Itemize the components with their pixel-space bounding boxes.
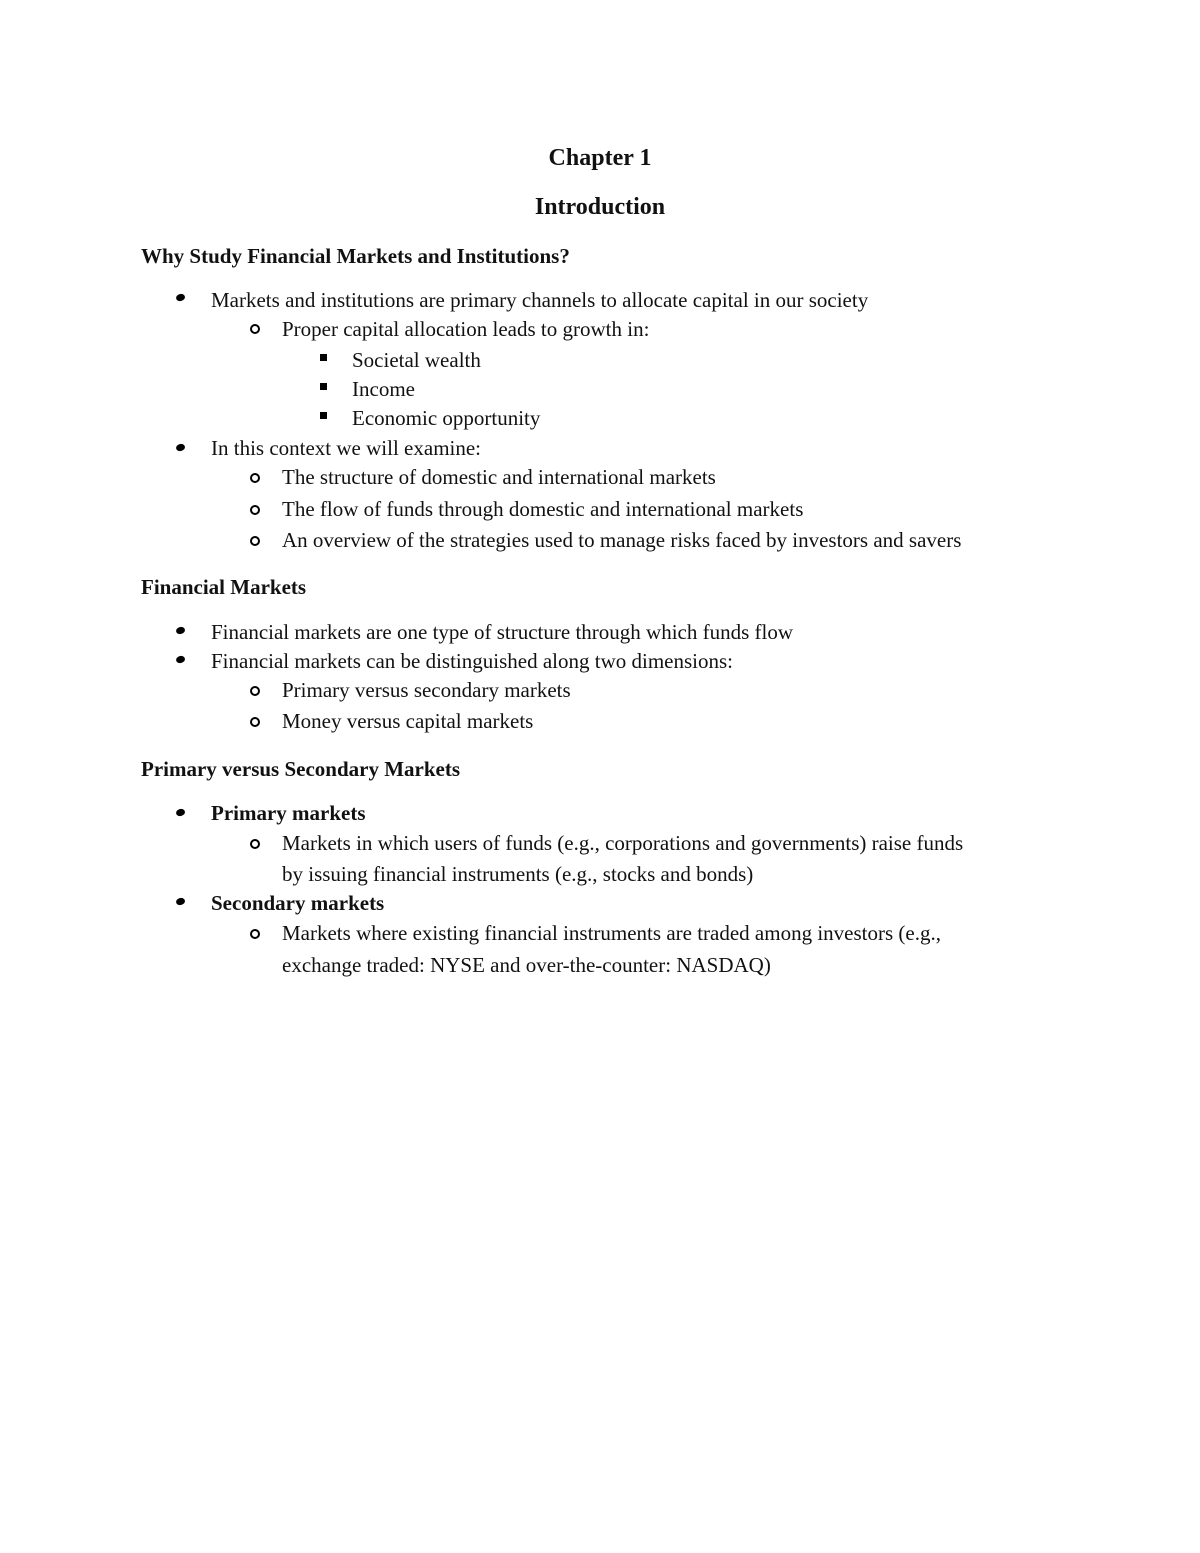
hollow-bullet-icon	[250, 324, 260, 334]
list-item: Proper capital allocation leads to growth in:	[282, 317, 650, 341]
list-item: Markets where existing financial instruments are traded among investors (e.g.,	[282, 921, 941, 945]
filled-bullet-icon	[175, 897, 186, 906]
hollow-bullet-icon	[250, 839, 260, 849]
hollow-bullet-icon	[250, 717, 260, 727]
list-item: Markets in which users of funds (e.g., corporations and governments) raise funds	[282, 831, 964, 855]
list-item: Financial markets can be distinguished along two dimensions:	[211, 649, 733, 673]
list-item: Income	[352, 377, 415, 401]
list-item: Markets and institutions are primary channels to allocate capital in our society	[211, 288, 869, 312]
list-item: An overview of the strategies used to manage risks faced by investors and savers	[282, 528, 962, 552]
filled-bullet-icon	[175, 443, 186, 452]
list-item-continuation: by issuing financial instruments (e.g., stocks and bonds)	[282, 862, 754, 886]
chapter-subtitle: Introduction	[534, 194, 666, 220]
hollow-bullet-icon	[250, 929, 260, 939]
filled-bullet-icon	[175, 626, 186, 635]
square-bullet-icon	[320, 354, 327, 361]
square-bullet-icon	[320, 412, 327, 419]
hollow-bullet-icon	[250, 473, 260, 483]
section-heading-primary-vs-secondary: Primary versus Secondary Markets	[141, 757, 461, 781]
list-item: In this context we will examine:	[211, 436, 482, 460]
filled-bullet-icon	[175, 655, 186, 664]
section-heading-why-study: Why Study Financial Markets and Institutions?	[141, 244, 570, 268]
list-item: Financial markets are one type of structure through which funds flow	[211, 620, 794, 644]
list-item: Money versus capital markets	[282, 709, 534, 733]
chapter-title: Chapter 1	[548, 145, 652, 171]
section-heading-financial-markets: Financial Markets	[141, 575, 307, 599]
hollow-bullet-icon	[250, 536, 260, 546]
square-bullet-icon	[320, 383, 327, 390]
list-item: The structure of domestic and international markets	[282, 465, 716, 489]
list-item: Societal wealth	[352, 348, 481, 372]
filled-bullet-icon	[175, 293, 186, 302]
list-item-continuation: exchange traded: NYSE and over-the-counter: NASDAQ)	[282, 953, 771, 977]
list-item: Primary versus secondary markets	[282, 678, 571, 702]
list-item-primary-markets: Primary markets	[211, 801, 366, 825]
hollow-bullet-icon	[250, 686, 260, 696]
filled-bullet-icon	[175, 808, 186, 817]
list-item-secondary-markets: Secondary markets	[211, 891, 385, 915]
list-item: Economic opportunity	[352, 406, 541, 430]
hollow-bullet-icon	[250, 505, 260, 515]
list-item: The flow of funds through domestic and international markets	[282, 497, 804, 521]
